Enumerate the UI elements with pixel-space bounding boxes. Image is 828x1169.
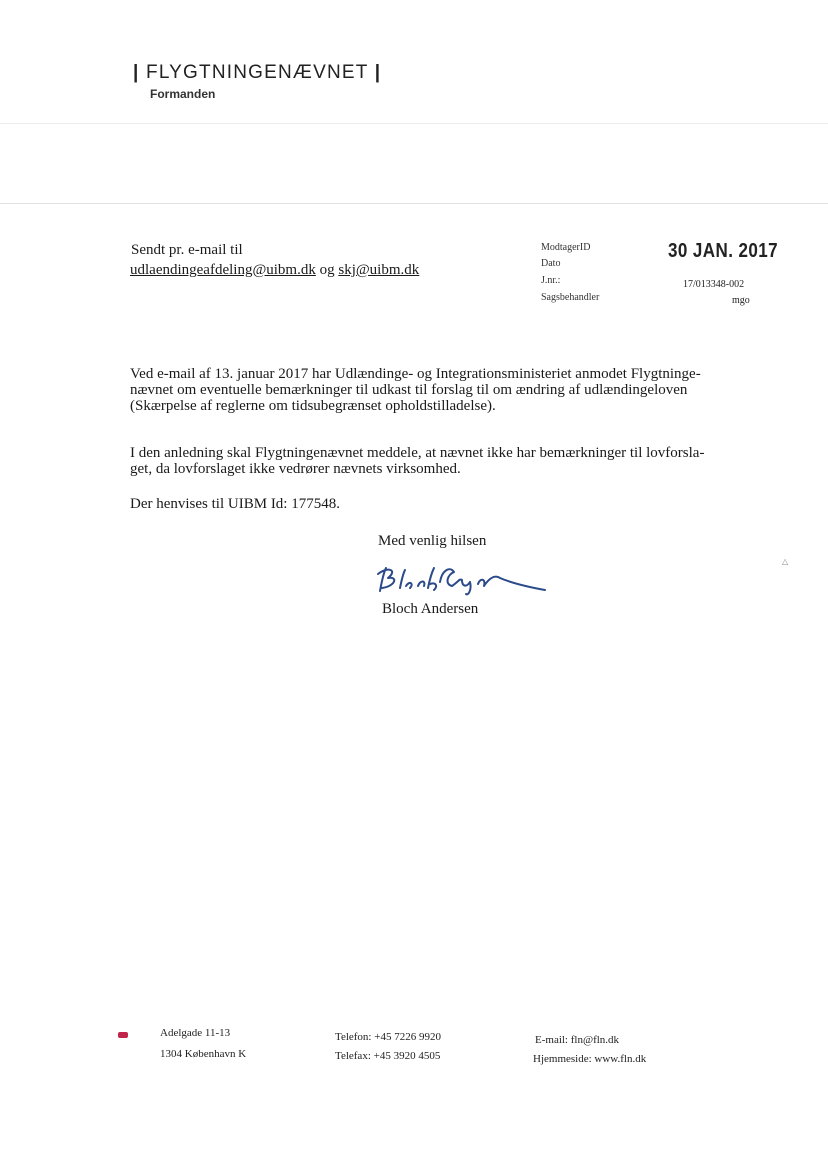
footer-fax: Telefax: +45 3920 4505 [335,1050,441,1062]
sent-line: Sendt pr. e-mail til [131,242,243,258]
paragraph-request [130,366,750,414]
paragraph-response [130,445,750,477]
jnr-label: J.nr.: [541,275,561,286]
closing-salutation: Med venlig hilsen [378,533,487,549]
email-connector: og [319,262,335,278]
paragraph-line: nævnet om eventuelle bemærkninger til udkast til forslag til om ændring af udlændingeloven [130,382,688,398]
organization-name: FLYGTNINGENÆVNET [146,62,369,83]
paragraph-line: get, da lovforslaget ikke vedrører nævnets virksomhed. [130,461,461,477]
scan-mark-icon: △ [782,557,789,566]
footer-address-street: Adelgade 11-13 [160,1027,231,1039]
handler-label: Sagsbehandler [541,292,600,303]
date-label: Dato [541,258,561,269]
handwritten-signature [374,558,549,606]
handler-value: mgo [732,295,750,306]
date-stamp: 30 JAN. 2017 [668,240,779,262]
paragraph-line: Ved e-mail af 13. januar 2017 har Udlændinge- og Integrationsministeriet anmodet Flygtninge- [130,366,701,382]
footer-marker-icon [118,1032,128,1038]
paragraph-reference [130,496,750,512]
letterhead-subtitle: Formanden [150,87,216,101]
jnr-value: 17/013348-002 [683,279,745,290]
paragraph-line: I den anledning skal Flygtningenævnet meddele, at nævnet ikke har bemærkninger til lovforsla- [130,445,705,461]
paragraph-line: (Skærpelse af reglerne om tidsubegrænset opholdstilladelse). [130,398,496,414]
paragraph-line: Der henvises til UIBM Id: 177548. [130,496,340,512]
footer-website: Hjemmeside: www.fln.dk [533,1053,647,1065]
recipient-emails [130,262,419,279]
email-link-skj[interactable]: skj@uibm.dk [338,262,420,278]
footer-address-city: 1304 København K [160,1048,247,1060]
footer-phone: Telefon: +45 7226 9920 [335,1031,441,1043]
letterhead-logo [133,62,381,84]
logo-right-bar: | [374,62,382,83]
receiver-id-label: ModtagerID [541,242,591,253]
signer-name: Bloch Andersen [382,601,479,617]
email-link-udlaendingeafdeling[interactable]: udlaendingeafdeling@uibm.dk [130,262,316,278]
footer-email: E-mail: fln@fln.dk [535,1034,620,1046]
logo-left-bar: | [133,62,140,83]
